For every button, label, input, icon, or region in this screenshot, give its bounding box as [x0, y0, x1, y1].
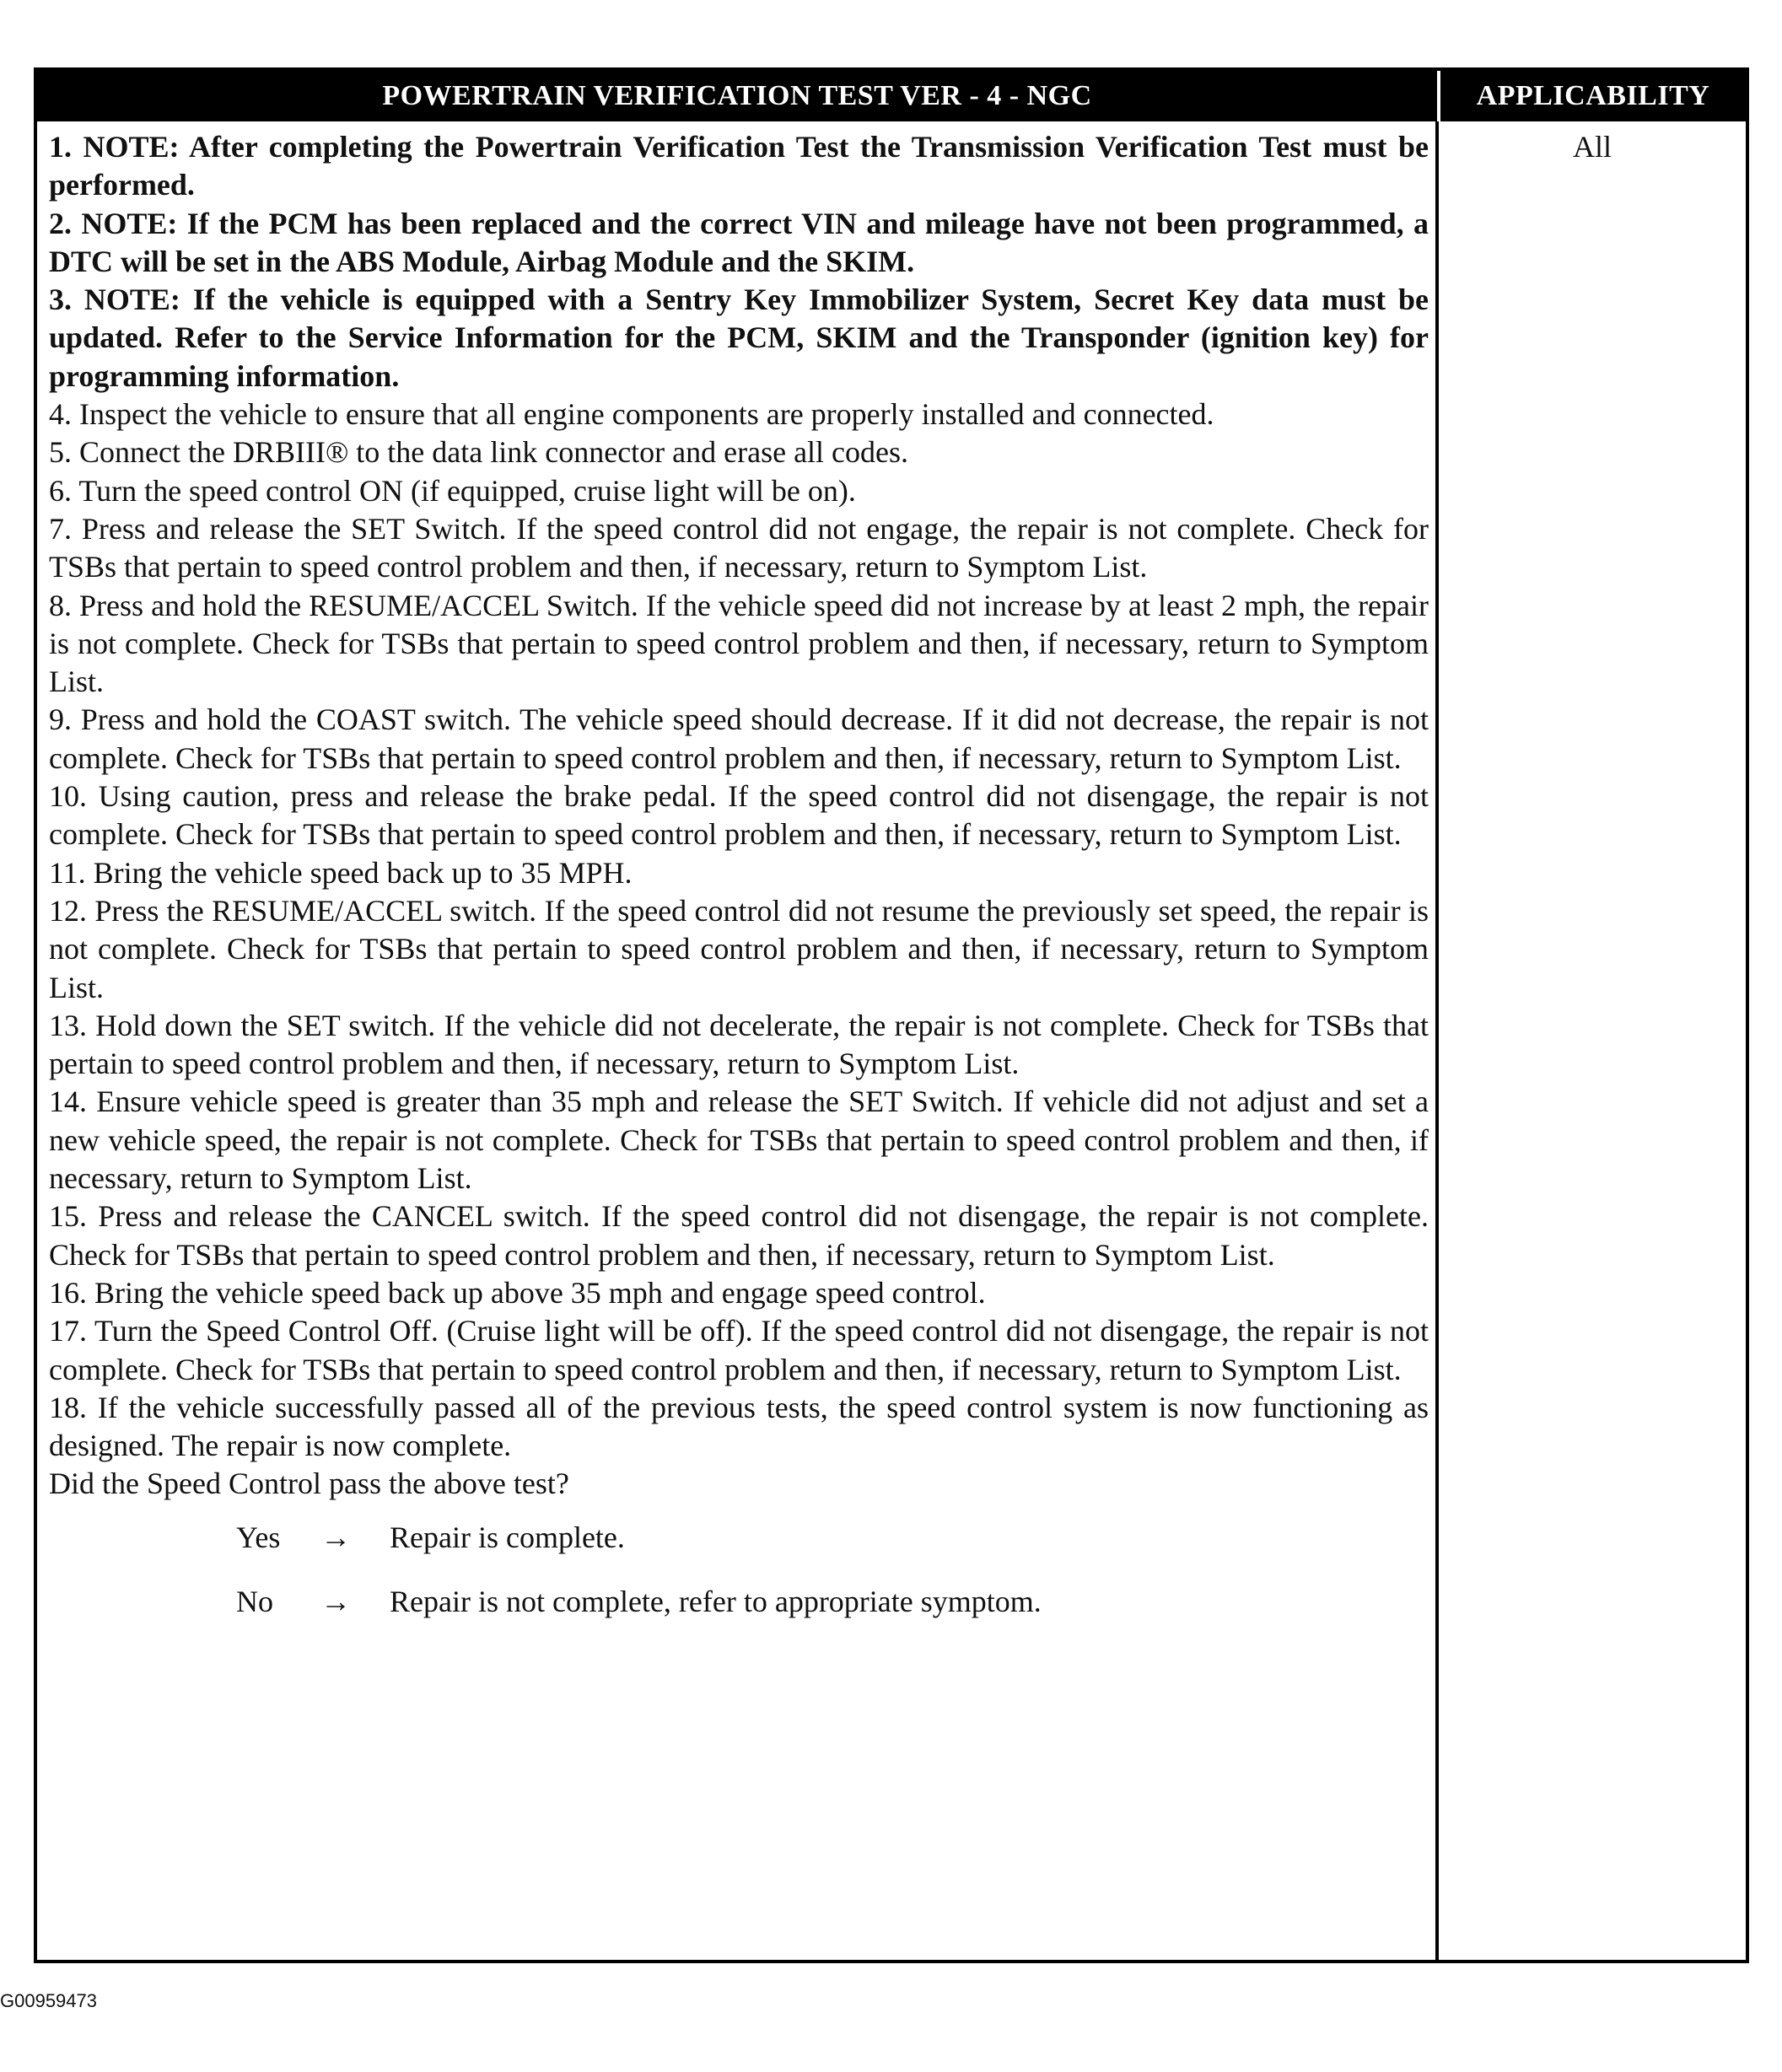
- column-divider: [1435, 121, 1439, 1960]
- choice-yes: [49, 1509, 1429, 1573]
- procedure-step: 15. Press and release the CANCEL switch. If the speed control did not disengage, the repair is not complete. Check for TSBs that pertain to speed control problem and then, if necessary, return to Symptom List.: [49, 1199, 1429, 1272]
- answer-choices: [49, 1509, 1429, 1637]
- procedure-step: 16. Bring the vehicle speed back up above 35 mph and engage speed control.: [49, 1275, 986, 1310]
- choice-result: Repair is not complete, refer to appropriate symptom.: [390, 1584, 1042, 1618]
- procedure-step: 12. Press the RESUME/ACCEL switch. If the speed control did not resume the previously set speed, the repair is not complete. Check for TSBs that pertain to speed control problem and then, if necessary, return to Symptom List.: [49, 893, 1429, 1004]
- steps-list: [49, 128, 1429, 1465]
- test-question: Did the Speed Control pass the above test?: [49, 1467, 569, 1501]
- procedure-step: 18. If the vehicle successfully passed all of the previous tests, the speed control system is now functioning as designed. The repair is now complete.: [49, 1390, 1429, 1463]
- procedure-step: 2. NOTE: If the PCM has been replaced and the correct VIN and mileage have not been programmed, a DTC will be set in the ABS Module, Airbag Module and the SKIM.: [49, 206, 1429, 278]
- procedure-step: 1. NOTE: After completing the Powertrain Verification Test the Transmission Verification Test must be performed.: [49, 130, 1429, 202]
- choice-key: No: [236, 1584, 273, 1618]
- procedure-step: 13. Hold down the SET switch. If the vehicle did not decelerate, the repair is not complete. Check for TSBs that pertain to speed control problem and then, if necessary, return to Symptom List.: [49, 1008, 1429, 1081]
- figure-id: G00959473: [0, 1990, 97, 2011]
- verification-test-table: [34, 67, 1749, 1963]
- procedure-step: 14. Ensure vehicle speed is greater than 35 mph and release the SET Switch. If vehicle did not adjust and set a new vehicle speed, the repair is not complete. Check for TSBs that pertain to speed control problem and then, if necessary, return to Symptom List.: [49, 1084, 1429, 1196]
- procedure-cell: [49, 128, 1429, 1637]
- choice-result: Repair is complete.: [390, 1520, 625, 1554]
- table-title: POWERTRAIN VERIFICATION TEST VER - 4 - NGC: [37, 71, 1437, 121]
- procedure-step: 11. Bring the vehicle speed back up to 35 MPH.: [49, 855, 633, 890]
- procedure-step: 8. Press and hold the RESUME/ACCEL Switch. If the vehicle speed did not increase by at least 2 mph, the repair is not complete. Check for TSBs that pertain to speed control problem and then, if necessary, return to Symptom List.: [49, 588, 1429, 699]
- arrow-icon: →: [320, 1520, 351, 1554]
- procedure-step: 9. Press and hold the COAST switch. The vehicle speed should decrease. If it did not decrease, the repair is not complete. Check for TSBs that pertain to speed control problem and then, if necessary, return to Symptom List.: [49, 702, 1429, 775]
- applicability-value: All: [1572, 130, 1612, 164]
- procedure-step: 7. Press and release the SET Switch. If the speed control did not engage, the repair is not complete. Check for TSBs that pertain to speed control problem and then, if necessary, return to Symptom List.: [49, 511, 1429, 584]
- procedure-step: 10. Using caution, press and release the brake pedal. If the speed control did not disengage, the repair is not complete. Check for TSBs that pertain to speed control problem and then, if necessary, return to Symptom List.: [49, 779, 1429, 852]
- applicability-header: APPLICABILITY: [1437, 71, 1746, 121]
- procedure-step: 4. Inspect the vehicle to ensure that all engine components are properly installed and connected.: [49, 397, 1214, 432]
- choice-no: [49, 1573, 1429, 1637]
- procedure-step: 6. Turn the speed control ON (if equipped, cruise light will be on).: [49, 473, 856, 508]
- arrow-icon: →: [320, 1584, 351, 1618]
- procedure-step: 5. Connect the DRBIII® to the data link connector and erase all codes.: [49, 435, 909, 470]
- procedure-step: 3. NOTE: If the vehicle is equipped with a Sentry Key Immobilizer System, Secret Key data must be updated. Refer to the Service Information for the PCM, SKIM and the Transponder (ignition key) for programming information.: [49, 283, 1429, 393]
- procedure-step: 17. Turn the Speed Control Off. (Cruise light will be off). If the speed control did not disengage, the repair is not complete. Check for TSBs that pertain to speed control problem and then, if necessary, return to Symptom List.: [49, 1314, 1429, 1386]
- choice-key: Yes: [236, 1520, 281, 1554]
